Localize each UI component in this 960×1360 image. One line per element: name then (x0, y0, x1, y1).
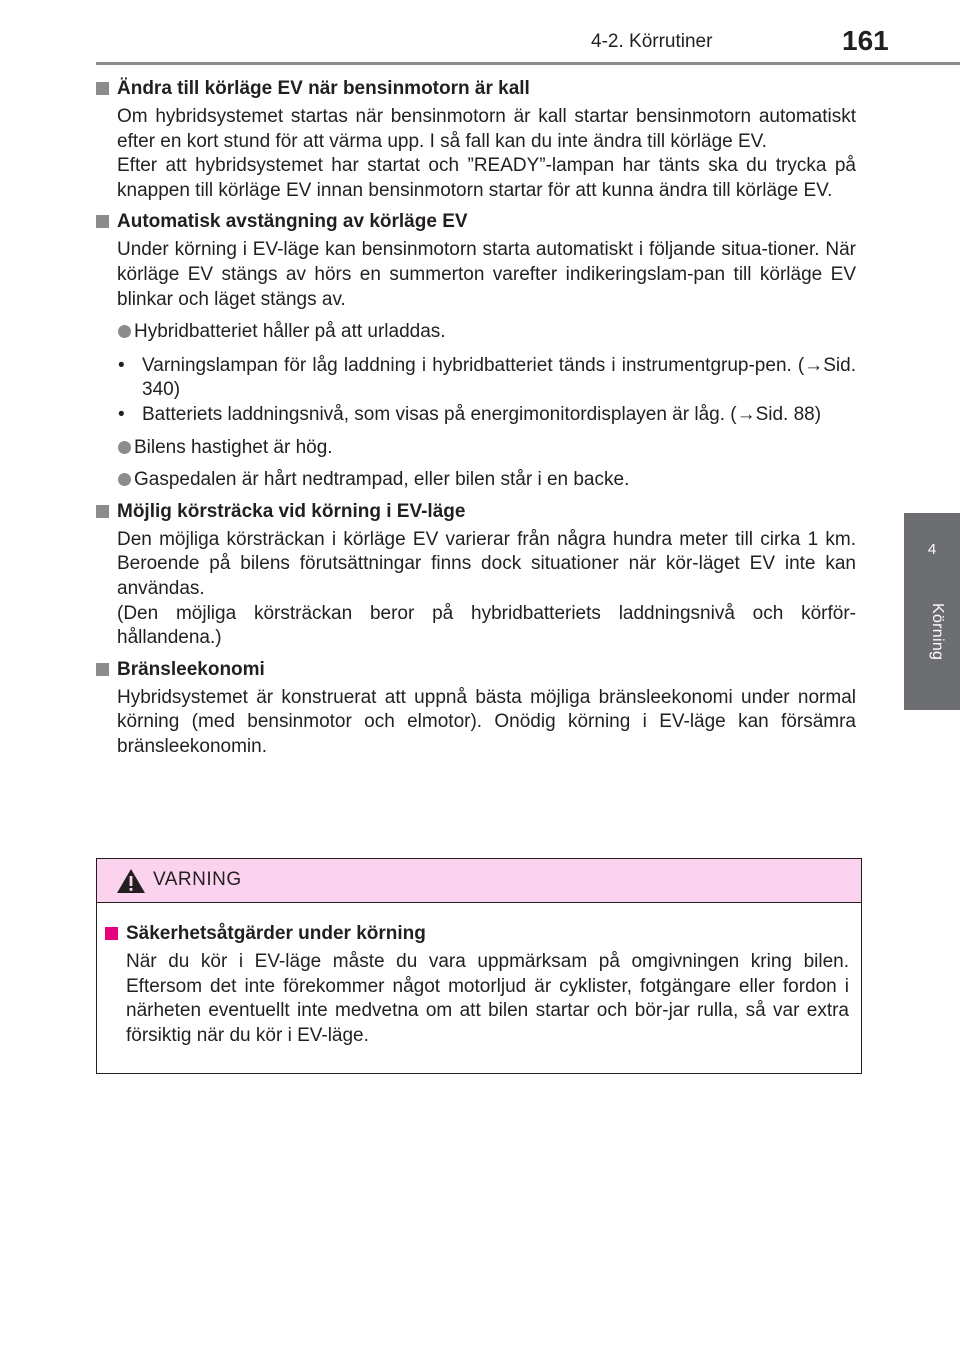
round-bullet-icon (118, 325, 131, 338)
section-title: Automatisk avstängning av körläge EV (117, 211, 468, 233)
warning-box (96, 858, 862, 1074)
round-bullet-icon (118, 473, 131, 486)
sub-list-item-text: Varningslampan för låg laddning i hybridbatteriet tänds i instrumentgrup-pen. (→Sid. 340) (142, 354, 856, 401)
section-paragraph: Den möjliga körsträckan i körläge EV varierar från några hundra meter till cirka 1 km. Beroende på bilens förutsättningar finns dock situationer när kör-läget EV inte kan användas. (117, 528, 856, 599)
sub-list-item (96, 354, 856, 403)
square-bullet-icon (105, 927, 118, 940)
list-item (96, 436, 856, 461)
list-item (96, 468, 856, 493)
section-title: Möjlig körsträcka vid körning i EV-läge (117, 500, 466, 522)
section-paragraph: Hybridsystemet är konstruerat att uppnå bästa möjliga bränsleekonomi under normal körning (med bensinmotor och elmotor). Onödig körning i EV-läge kan försämra bränsleekonomin. (117, 686, 856, 757)
section-paragraph: Om hybridsystemet startas när bensinmotorn är kall startar bensinmotorn automatiskt efter en kort stund för att värma upp. I så fall kan du inte ändra till körläge EV. (117, 106, 856, 152)
chapter-number: 4 (927, 541, 937, 558)
small-bullet-icon: • (118, 354, 125, 376)
square-bullet-icon (96, 663, 109, 676)
warning-triangle-icon (116, 868, 146, 894)
section-ev-range (96, 499, 856, 651)
main-content (96, 76, 856, 759)
list-item-text: Bilens hastighet är hög. (134, 436, 333, 458)
square-bullet-icon (96, 82, 109, 95)
warning-body (105, 921, 849, 1048)
warning-header (97, 859, 861, 903)
section-paragraph: Efter att hybridsystemet har startat och ”READY”-lampan har tänts ska du trycka på knappen till körläge EV innan bensinmotorn startar för att kunna ändra till körläge EV. (117, 155, 856, 201)
chapter-label: Körning (929, 603, 946, 661)
section-auto-cancel-ev (96, 209, 856, 492)
small-bullet-icon: • (118, 403, 125, 425)
list-item-text: Hybridbatteriet håller på att urladdas. (134, 321, 446, 343)
sub-list-item (96, 403, 856, 428)
section-fuel-economy (96, 657, 856, 760)
chapter-side-tab (904, 513, 960, 710)
section-title: Ändra till körläge EV när bensinmotorn är kall (117, 78, 530, 99)
warning-text: När du kör i EV-läge måste du vara uppmärksam på omgivningen kring bilen. Eftersom det inte förekommer något motorljud är cyklister, fotgängare eller fordon i närheten eventuellt inte medvetna om att bilen startar och bör-jar rulla, så var extra försiktig när du kör i EV-läge. (126, 951, 849, 1046)
warning-label: VARNING (153, 869, 242, 890)
section-ev-cold-engine (96, 76, 856, 203)
list-item-text: Gaspedalen är hårt nedtrampad, eller bilen står i en backe. (134, 469, 630, 491)
section-paragraph: (Den möjliga körsträckan beror på hybridbatteriets laddningsnivå och körför-hållandena.) (117, 602, 856, 649)
sub-list (96, 354, 856, 428)
round-bullet-icon (118, 441, 131, 454)
header-rule (96, 62, 960, 65)
section-paragraph: Under körning i EV-läge kan bensinmotorn starta automatiskt i följande situa-tioner. När körläge EV stängs av hörs en summerton varefter indikeringslam-pan till körläge EV blinkar och läget stängs av. (117, 239, 856, 310)
section-title: Bränsleekonomi (117, 658, 265, 680)
warning-title: Säkerhetsåtgärder under körning (126, 923, 426, 944)
square-bullet-icon (96, 215, 109, 228)
sub-list-item-text: Batteriets laddningsnivå, som visas på energimonitordisplayen är låg. (→Sid. 88) (142, 403, 822, 425)
page-number: 161 (842, 25, 889, 56)
square-bullet-icon (96, 505, 109, 518)
header-section-title: 4-2. Körrutiner (591, 31, 713, 52)
list-item (96, 320, 856, 345)
